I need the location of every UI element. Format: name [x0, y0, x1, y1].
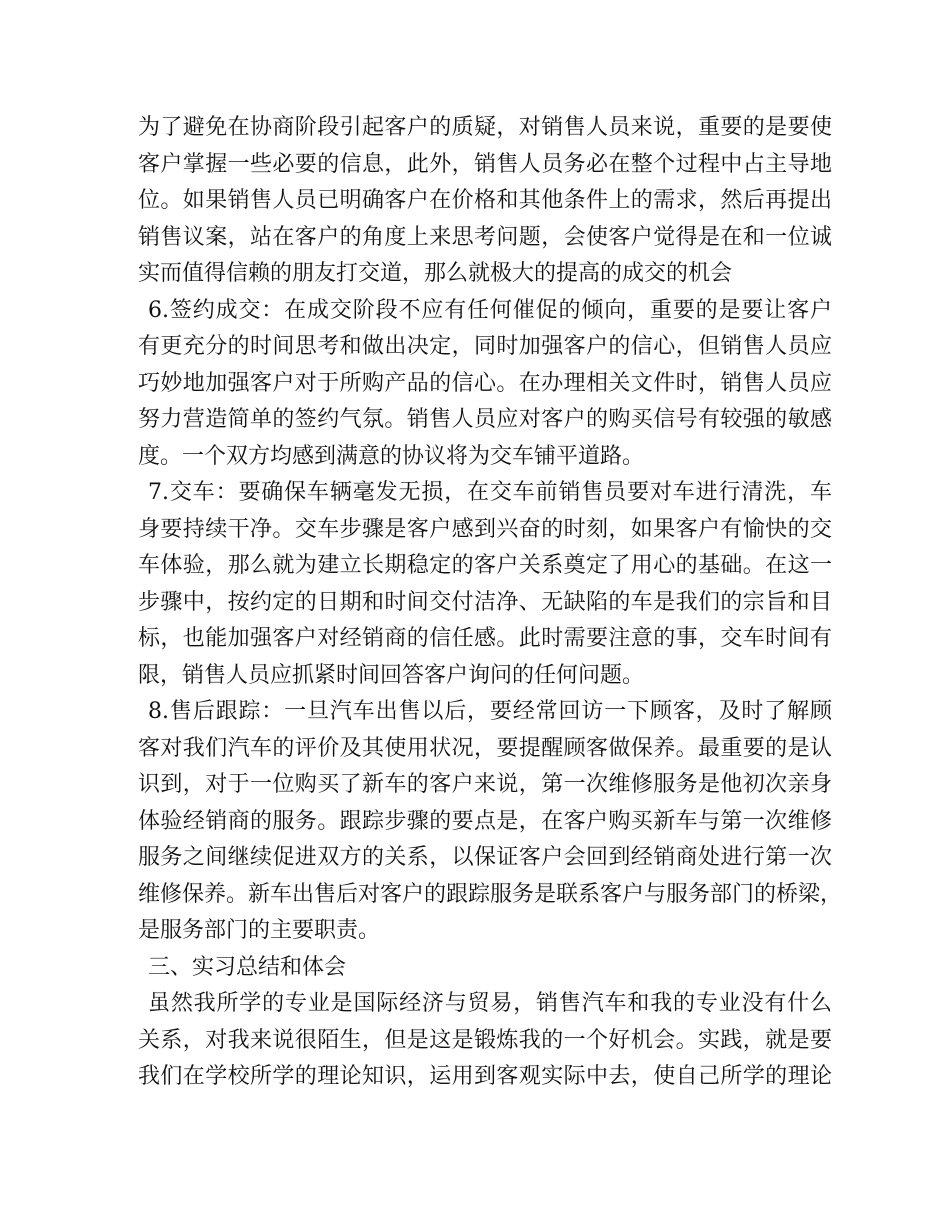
- text-line: 我们在学校所学的理论知识，运用到客观实际中去，使自己所学的理论: [138, 1064, 832, 1089]
- text-line: 实而值得信赖的朋友打交道，那么就极大的提高的成交的机会: [138, 261, 733, 286]
- text-line: 为了避免在协商阶段引起客户的质疑，对销售人员来说，重要的是要使: [138, 115, 832, 140]
- text-line: 有更充分的时间思考和做出决定，同时加强客户的信心，但销售人员应: [138, 334, 832, 359]
- text-line: 维修保养。新车出售后对客户的跟踪服务是联系客户与服务部门的桥梁，: [138, 881, 843, 907]
- text-line: 7.交车：要确保车辆毫发无损，在交车前销售员要对车进行清洗，车: [148, 480, 832, 505]
- text-line: 位。如果销售人员已明确客户在价格和其他条件上的需求，然后再提出: [138, 188, 832, 213]
- text-line: 体验经销商的服务。跟踪步骤的要点是，在客户购买新车与第一次维修: [138, 808, 832, 834]
- text-line: 努力营造简单的签约气氛。销售人员应对客户的购买信号有较强的敏感: [138, 407, 832, 432]
- text-line: 识到，对于一位购买了新车的客户来说，第一次维修服务是他初次亲身: [138, 772, 832, 797]
- text-line: 8.售后跟踪：一旦汽车出售以后，要经常回访一下顾客，及时了解顾: [148, 699, 832, 724]
- text-line: 虽然我所学的专业是国际经济与贸易，销售汽车和我的专业没有什么: [148, 991, 832, 1016]
- text-line: 步骤中，按约定的日期和时间交付洁净、无缺陷的车是我们的宗旨和目: [138, 589, 832, 615]
- text-line: 限，销售人员应抓紧时间回答客户询问的任何问题。: [138, 662, 645, 688]
- text-line: 关系，对我来说很陌生，但是这是锻炼我的一个好机会。实践，就是要: [138, 1027, 832, 1053]
- text-line: 身要持续干净。交车步骤是客户感到兴奋的时刻，如果客户有愉快的交: [138, 516, 832, 542]
- text-line: 销售议案，站在客户的角度上来思考问题，会使客户觉得是在和一位诚: [138, 224, 832, 250]
- text-line: 服务之间继续促进双方的关系，以保证客户会回到经销商处进行第一次: [138, 845, 832, 870]
- text-line: 客户掌握一些必要的信息，此外，销售人员务必在整个过程中占主导地: [138, 151, 832, 177]
- text-line: 三、实习总结和体会: [148, 954, 347, 980]
- text-line: 巧妙地加强客户对于所购产品的信心。在办理相关文件时，销售人员应: [138, 370, 832, 396]
- text-line: 车体验，那么就为建立长期稳定的客户关系奠定了用心的基础。在这一: [138, 553, 832, 578]
- text-line: 是服务部门的主要职责。: [138, 918, 381, 943]
- text-line: 客对我们汽车的评价及其使用状况，要提醒顾客做保养。最重要的是认: [138, 735, 832, 761]
- text-line: 标，也能加强客户对经销商的信任感。此时需要注意的事，交车时间有: [138, 626, 832, 651]
- text-line: 6.签约成交：在成交阶段不应有任何催促的倾向，重要的是要让客户: [148, 297, 832, 323]
- document-body: [138, 110, 843, 1096]
- text-line: 度。一个双方均感到满意的协议将为交车铺平道路。: [138, 443, 645, 469]
